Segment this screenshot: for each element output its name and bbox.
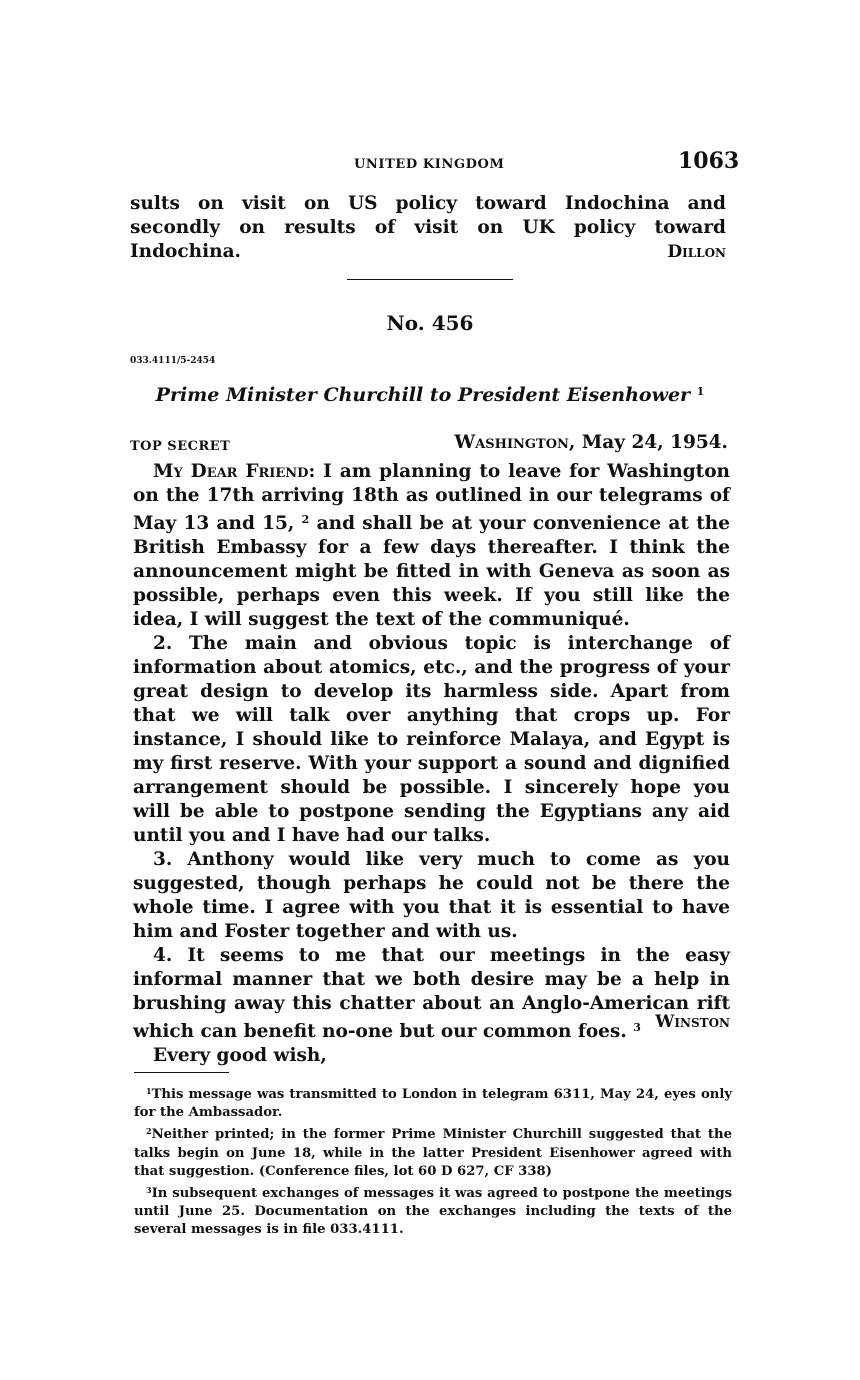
- place-date: [440, 432, 728, 453]
- footnotes: [134, 1082, 732, 1240]
- footnote-2: [134, 1122, 732, 1181]
- letter-body: [133, 460, 730, 1068]
- footnote-mark: 1: [146, 1086, 152, 1096]
- footnote-ref-3[interactable]: 3: [633, 1021, 641, 1034]
- salutation: My Dear Friend: [153, 461, 309, 482]
- paragraph-3: 3. Anthony would like very much to come as you suggested, though perhaps he could not be there the whole time. I agree with you that it is essential to have him and Foster together and with us.: [133, 849, 730, 942]
- page-number: 1063: [678, 148, 740, 174]
- signature: Winston: [655, 1012, 730, 1032]
- footnote-mark: 3: [146, 1185, 152, 1196]
- footnote-1: [134, 1082, 732, 1122]
- paragraph-1-text-a: : I am planning to leave for Washington on the 17th arriving 18th as outlined in our telegrams of May 13 and 15,: [133, 461, 730, 534]
- date: , May 24, 1954.: [568, 432, 728, 453]
- running-head: UNITED KINGDOM: [354, 157, 505, 172]
- footnote-text: Neither printed; in the former Prime Minister Churchill suggested that the talks begin on June 18, while in the latter President Eisenhower agreed with that suggestion. (Conference files, lot 60 D 627, CF 338): [134, 1127, 732, 1179]
- place: Washington: [454, 432, 569, 453]
- paragraph-2: 2. The main and obvious topic is interchange of information about atomics, etc., and the progress of your great design to develop its harmless side. Apart from that we will talk over anything that crops up. For instance, I should like to reinforce Malaya, and Egypt is my first reserve. With your support a sound and dignified arrangement should be possible. I sincerely hope you will be able to postpone sending the Egyptians any aid until you and I have had our talks.: [133, 633, 730, 846]
- classification: TOP SECRET: [130, 439, 231, 454]
- separator-rule: [347, 279, 513, 280]
- footnote-text: In subsequent exchanges of messages it was agreed to postpone the meetings until June 25. Documentation on the exchanges including the texts of the several messages is in file 033.4111.: [134, 1186, 732, 1238]
- paragraph-1-text-b: and shall be at your convenience at the British Embassy for a few days thereafter. I think the announcement might be fitted in with Geneva as soon as possible, perhaps even this week. If you still like the idea, I will suggest the text of the communiqué.: [133, 513, 731, 630]
- continuation-text: sults on visit on US policy toward Indochina and secondly on results of visit on UK policy toward Indochina.: [130, 193, 726, 262]
- closing: Every good wish,: [153, 1045, 327, 1066]
- footnote-rule: [134, 1072, 229, 1073]
- paragraph-4-text: 4. It seems to me that our meetings in the easy informal manner that we both desire may be a help in brushing away this chatter about an Anglo-American rift which can benefit no-one but our common foes.: [133, 945, 730, 1042]
- document-number: No. 456: [386, 311, 474, 335]
- file-reference: 033.4111/5-2454: [130, 356, 216, 366]
- footnote-3: [134, 1181, 732, 1240]
- previous-signature: Dillon: [667, 242, 726, 262]
- footnote-ref-2[interactable]: 2: [301, 513, 310, 526]
- paragraph-1: [133, 460, 730, 632]
- document-title-text: Prime Minister Churchill to President Eisenhower: [155, 384, 691, 406]
- footnote-text: This message was transmitted to London in telegram 6311, May 24, eyes only for the Ambassador.: [134, 1087, 732, 1121]
- footnote-mark: 2: [146, 1126, 152, 1137]
- title-footnote-ref[interactable]: 1: [696, 385, 705, 398]
- document-title: [0, 384, 860, 406]
